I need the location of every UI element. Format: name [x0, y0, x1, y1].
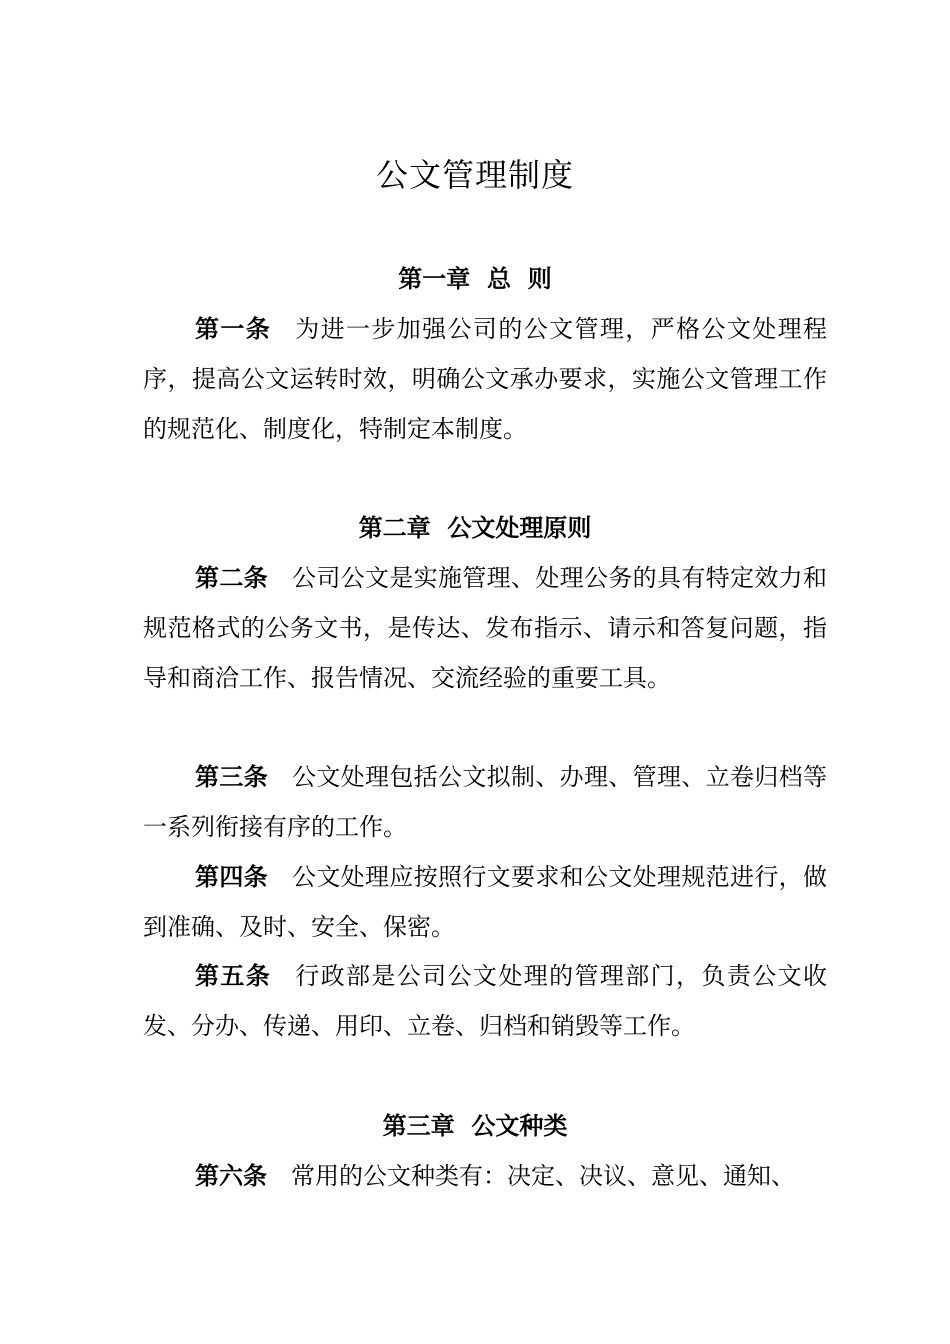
document-title: 公文管理制度	[375, 156, 574, 194]
article-text: 行政部是公司公文处理的管理部门，负责公文收发、分办、传递、用印、立卷、归档和销毁等工作。	[143, 962, 828, 1040]
article-number: 第四条	[195, 863, 268, 891]
article-paragraph	[143, 752, 827, 852]
article-number: 第五条	[195, 962, 272, 990]
chapter-heading: 第三章 公文种类	[382, 1112, 568, 1140]
chapter-heading: 第二章 公文处理原则	[358, 514, 592, 542]
article-paragraph	[143, 951, 827, 1051]
article-text: 常用的公文种类有：决定、决议、意见、通知、	[291, 1162, 795, 1190]
article-number: 第六条	[195, 1162, 267, 1190]
article-text: 公司公文是实施管理、处理公务的具有特定效力和规范格式的公务文书，是传达、发布指示、请示和答复问题，指导和商洽工作、报告情况、交流经验的重要工具。	[143, 564, 827, 692]
article-paragraph	[143, 852, 827, 952]
article-paragraph	[143, 1151, 827, 1201]
article-text: 公文处理应按照行文要求和公文处理规范进行，做到准确、及时、安全、保密。	[143, 863, 827, 941]
article-number: 第三条	[195, 763, 268, 791]
article-number: 第二条	[195, 564, 268, 592]
article-number: 第一条	[195, 315, 272, 343]
article-text: 为进一步加强公司的公文管理，严格公文处理程序，提高公文运转时效，明确公文承办要求，实施公文管理工作的规范化、制度化，特制定本制度。	[143, 315, 828, 443]
chapter-heading: 第一章 总 则	[398, 265, 552, 293]
article-text: 公文处理包括公文拟制、办理、管理、立卷归档等一系列衔接有序的工作。	[143, 763, 827, 841]
article-paragraph	[143, 553, 827, 703]
article-paragraph	[143, 304, 827, 454]
